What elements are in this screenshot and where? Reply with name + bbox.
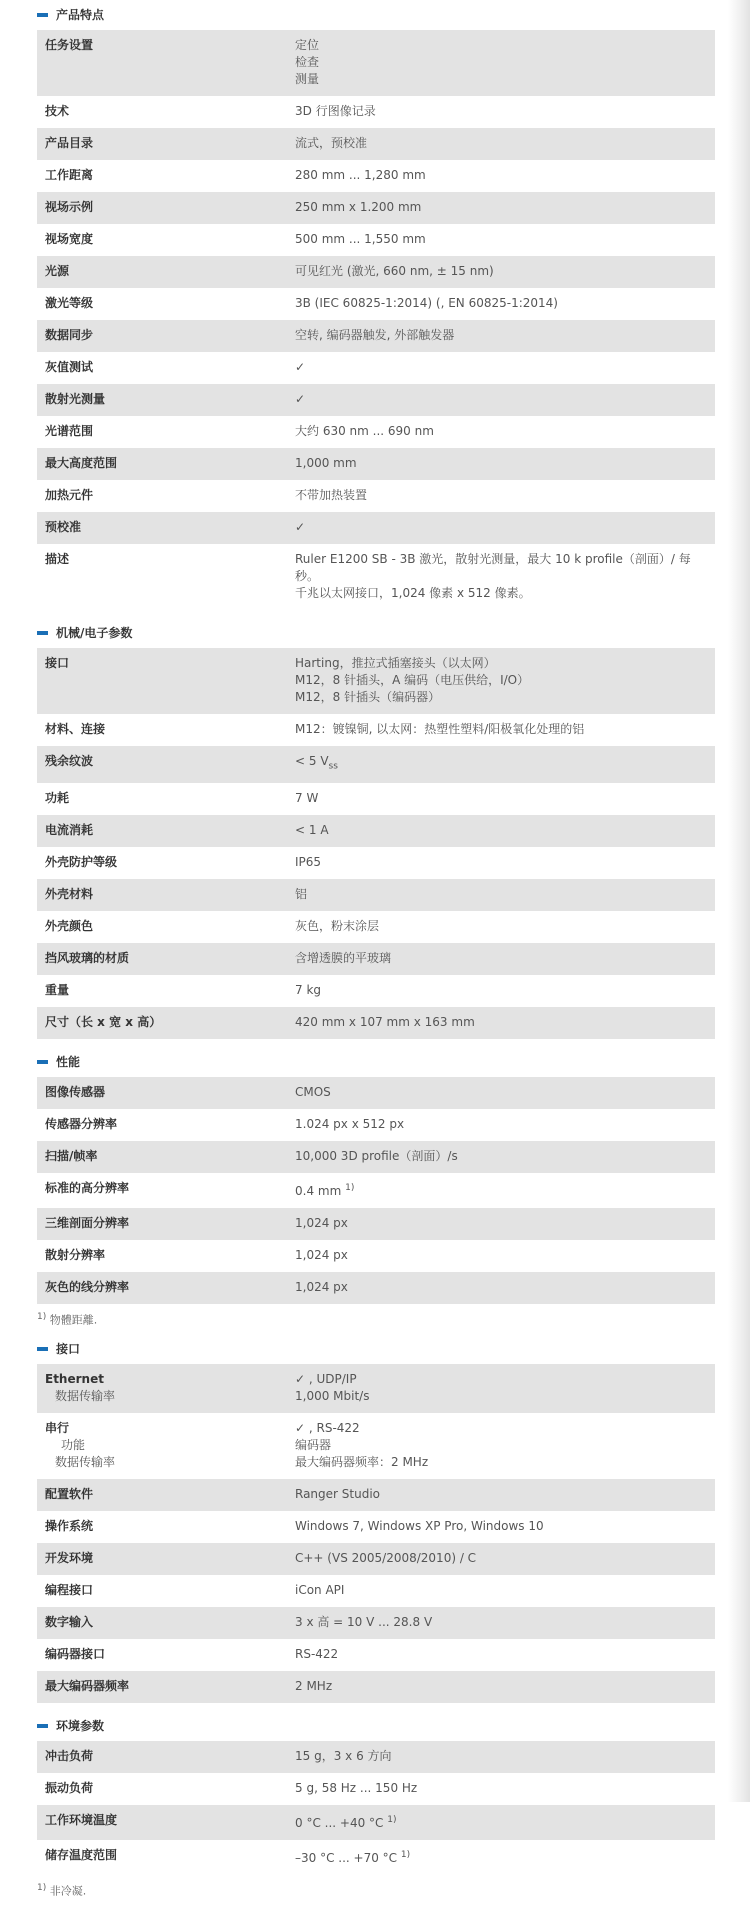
- row-label: 传感器分辨率: [37, 1109, 287, 1141]
- row-label: 散射光测量: [37, 384, 287, 416]
- row-value: [287, 746, 715, 783]
- footnote-marker: 1): [37, 1312, 47, 1323]
- row-label: [37, 1364, 287, 1413]
- value-line: ✓ , RS-422: [295, 1421, 360, 1436]
- row-value: 灰色，粉末涂层: [287, 911, 715, 943]
- table-row: [37, 544, 715, 610]
- table-row: [37, 1543, 715, 1575]
- row-label: 预校准: [37, 512, 287, 544]
- row-value: 7 W: [287, 783, 715, 815]
- table-row: [37, 1364, 715, 1413]
- table-row: [37, 943, 715, 975]
- table-row: [37, 512, 715, 544]
- row-label: 灰色的线分辨率: [37, 1272, 287, 1304]
- row-value: 流式，预校准: [287, 128, 715, 160]
- row-value: Ranger Studio: [287, 1479, 715, 1511]
- table-row: [37, 1109, 715, 1141]
- row-value: C++ (VS 2005/2008/2010) / C: [287, 1543, 715, 1575]
- table-row: [37, 1077, 715, 1109]
- table-row: [37, 224, 715, 256]
- row-value: 500 mm ... 1,550 mm: [287, 224, 715, 256]
- row-label: 编程接口: [37, 1575, 287, 1607]
- value-line: 编码器: [295, 1438, 332, 1453]
- row-label: 材料、连接: [37, 714, 287, 746]
- table-row: [37, 714, 715, 746]
- row-label: 数据同步: [37, 320, 287, 352]
- section-title-text: 接口: [56, 1342, 81, 1357]
- row-value: [287, 1173, 715, 1208]
- table-row: [37, 815, 715, 847]
- value-line: Harting，推拉式插塞接头（以太网）: [295, 656, 496, 670]
- value-text: < 5 V: [295, 754, 329, 768]
- features-table: [37, 30, 715, 610]
- row-label: 储存温度范围: [37, 1840, 287, 1875]
- row-label: 三维剖面分辨率: [37, 1208, 287, 1240]
- row-value: [287, 1840, 715, 1875]
- row-label: [37, 1413, 287, 1479]
- row-value: 5 g, 58 Hz ... 150 Hz: [287, 1773, 715, 1805]
- row-value: M12：镀镍铜, 以太网：热塑性塑料/阳极氧化处理的铝: [287, 714, 715, 746]
- footnote-text: 非冷凝.: [46, 1885, 87, 1899]
- table-row: [37, 847, 715, 879]
- value-line: 检查: [295, 55, 320, 69]
- section-dash-icon: [37, 1724, 48, 1728]
- value-line: 千兆以太网接口，1,024 像素 x 512 像素。: [295, 586, 531, 600]
- row-value: [287, 30, 715, 96]
- row-label: 外壳材料: [37, 879, 287, 911]
- table-row: [37, 1671, 715, 1703]
- value-text: 0 °C ... +40 °C: [295, 1816, 388, 1831]
- row-value: 1,024 px: [287, 1208, 715, 1240]
- table-row: [37, 192, 715, 224]
- row-label: 电流消耗: [37, 815, 287, 847]
- table-row: [37, 1575, 715, 1607]
- table-row: [37, 416, 715, 448]
- row-label: 散射分辨率: [37, 1240, 287, 1272]
- row-label: 图像传感器: [37, 1077, 287, 1109]
- table-row: [37, 1773, 715, 1805]
- section-title-features: [0, 0, 740, 30]
- row-label: 最大编码器频率: [37, 1671, 287, 1703]
- section-title-interfaces: [0, 1334, 740, 1364]
- row-value: 1.024 px x 512 px: [287, 1109, 715, 1141]
- value-subscript: ss: [328, 761, 338, 772]
- table-row: [37, 160, 715, 192]
- footnote-performance: [37, 1304, 740, 1334]
- table-row: [37, 1479, 715, 1511]
- row-label: 残余纹波: [37, 746, 287, 783]
- row-value: 1,024 px: [287, 1272, 715, 1304]
- row-label: 工作距离: [37, 160, 287, 192]
- check-icon: ✓: [287, 384, 715, 416]
- row-value: [287, 648, 715, 714]
- table-row: [37, 320, 715, 352]
- table-row: [37, 1741, 715, 1773]
- table-row: [37, 30, 715, 96]
- row-label: 加热元件: [37, 480, 287, 512]
- row-value: RS-422: [287, 1639, 715, 1671]
- row-label: 任务设置: [37, 30, 287, 96]
- row-label: 重量: [37, 975, 287, 1007]
- row-value: 1,024 px: [287, 1240, 715, 1272]
- ethernet-label: Ethernet: [45, 1372, 104, 1387]
- row-label: 视场示例: [37, 192, 287, 224]
- table-row: [37, 975, 715, 1007]
- row-label: 外壳防护等级: [37, 847, 287, 879]
- row-value: 铝: [287, 879, 715, 911]
- table-row: [37, 96, 715, 128]
- performance-table: [37, 1077, 715, 1304]
- table-row: [37, 783, 715, 815]
- section-title-text: 性能: [56, 1055, 81, 1070]
- row-value: 420 mm x 107 mm x 163 mm: [287, 1007, 715, 1039]
- table-row: [37, 1840, 715, 1875]
- row-value: 空转, 编码器触发, 外部触发器: [287, 320, 715, 352]
- section-title-performance: [0, 1047, 740, 1077]
- table-row: [37, 746, 715, 783]
- row-label: 开发环境: [37, 1543, 287, 1575]
- serial-sub-label: 功能: [61, 1438, 86, 1453]
- row-value: CMOS: [287, 1077, 715, 1109]
- row-value: 3D 行图像记录: [287, 96, 715, 128]
- row-value: 7 kg: [287, 975, 715, 1007]
- row-value: IP65: [287, 847, 715, 879]
- row-label: 编码器接口: [37, 1639, 287, 1671]
- row-label: 数字输入: [37, 1607, 287, 1639]
- section-dash-icon: [37, 1347, 48, 1351]
- section-title-text: 环境参数: [56, 1719, 105, 1734]
- section-title-text: 机械/电子参数: [56, 626, 133, 640]
- value-line: 测量: [295, 72, 320, 86]
- row-label: 描述: [37, 544, 287, 610]
- table-row: [37, 1413, 715, 1479]
- value-line: Ruler E1200 SB - 3B 激光，散射光测量，最大 10 k profile（剖面）/ 每秒。: [295, 552, 691, 583]
- table-row: [37, 1141, 715, 1173]
- section-dash-icon: [37, 631, 48, 635]
- row-value: iCon API: [287, 1575, 715, 1607]
- row-value: [287, 1805, 715, 1840]
- row-value: 250 mm x 1.200 mm: [287, 192, 715, 224]
- serial-sub-label: 数据传输率: [55, 1455, 116, 1470]
- table-row: [37, 256, 715, 288]
- section-title-text: 产品特点: [56, 8, 105, 22]
- table-row: [37, 384, 715, 416]
- section-dash-icon: [37, 13, 48, 17]
- footnote-marker: 1): [400, 1850, 411, 1861]
- row-label: 技术: [37, 96, 287, 128]
- table-row: [37, 1208, 715, 1240]
- row-label: 挡风玻璃的材质: [37, 943, 287, 975]
- mechanics-table: [37, 648, 715, 1039]
- row-value: Windows 7, Windows XP Pro, Windows 10: [287, 1511, 715, 1543]
- row-label: 最大高度范围: [37, 448, 287, 480]
- row-label: 接口: [37, 648, 287, 714]
- table-row: [37, 352, 715, 384]
- row-value: 3B (IEC 60825-1:2014) (, EN 60825-1:2014): [287, 288, 715, 320]
- row-value: 3 x 高 = 10 V ... 28.8 V: [287, 1607, 715, 1639]
- table-row: [37, 1511, 715, 1543]
- table-row: [37, 480, 715, 512]
- row-label: 尺寸（长 x 宽 x 高）: [37, 1007, 287, 1039]
- footnote-marker: 1): [37, 1883, 47, 1894]
- section-dash-icon: [37, 1060, 48, 1064]
- row-value: 2 MHz: [287, 1671, 715, 1703]
- row-label: 配置软件: [37, 1479, 287, 1511]
- row-value: 15 g，3 x 6 方向: [287, 1741, 715, 1773]
- row-label: 扫描/帧率: [37, 1141, 287, 1173]
- table-row: [37, 1639, 715, 1671]
- row-label: 产品目录: [37, 128, 287, 160]
- row-value: 10,000 3D profile（剖面）/s: [287, 1141, 715, 1173]
- serial-label: 串行: [45, 1421, 70, 1436]
- table-row: [37, 1173, 715, 1208]
- row-value: 含增透膜的平玻璃: [287, 943, 715, 975]
- table-row: [37, 448, 715, 480]
- value-line: 最大编码器频率：2 MHz: [295, 1455, 429, 1470]
- row-label: 工作环境温度: [37, 1805, 287, 1840]
- row-value: [287, 1413, 715, 1479]
- row-value: 可见红光 (激光, 660 nm, ± 15 nm): [287, 256, 715, 288]
- check-icon: ✓: [287, 352, 715, 384]
- row-value: 280 mm ... 1,280 mm: [287, 160, 715, 192]
- section-title-mechanics: [0, 618, 740, 648]
- table-row: [37, 1007, 715, 1039]
- row-value: 1,000 mm: [287, 448, 715, 480]
- section-title-environment: [0, 1711, 740, 1741]
- row-value: 不带加热装置: [287, 480, 715, 512]
- interfaces-table: [37, 1364, 715, 1703]
- row-label: 视场宽度: [37, 224, 287, 256]
- row-label: 操作系统: [37, 1511, 287, 1543]
- row-label: 灰值测试: [37, 352, 287, 384]
- footnote-environment: [37, 1875, 740, 1905]
- table-row: [37, 879, 715, 911]
- row-label: 激光等级: [37, 288, 287, 320]
- table-row: [37, 1805, 715, 1840]
- footnote-marker: 1): [387, 1815, 397, 1826]
- check-icon: ✓: [287, 512, 715, 544]
- row-value: < 1 A: [287, 815, 715, 847]
- row-label: 振动负荷: [37, 1773, 287, 1805]
- footnote-text: 物體距離.: [46, 1314, 98, 1328]
- table-row: [37, 1607, 715, 1639]
- value-line: M12，8 针插头（编码器）: [295, 690, 441, 704]
- row-value: 大约 630 nm ... 690 nm: [287, 416, 715, 448]
- value-text: –30 °C ... +70 °C: [295, 1851, 401, 1866]
- row-value: [287, 544, 715, 610]
- row-label: 外壳颜色: [37, 911, 287, 943]
- row-label: 冲击负荷: [37, 1741, 287, 1773]
- row-value: [287, 1364, 715, 1413]
- row-label: 功耗: [37, 783, 287, 815]
- table-row: [37, 1272, 715, 1304]
- table-row: [37, 648, 715, 714]
- ethernet-sub-label: 数据传输率: [55, 1389, 116, 1404]
- value-line: ✓ , UDP/IP: [295, 1372, 357, 1387]
- value-line: 1,000 Mbit/s: [295, 1389, 370, 1404]
- environment-table: [37, 1741, 715, 1875]
- value-line: 定位: [295, 38, 320, 52]
- row-label: 标准的高分辨率: [37, 1173, 287, 1208]
- table-row: [37, 128, 715, 160]
- table-row: [37, 1240, 715, 1272]
- footnote-marker: 1): [345, 1183, 355, 1194]
- row-label: 光谱范围: [37, 416, 287, 448]
- table-row: [37, 911, 715, 943]
- value-text: 0.4 mm: [295, 1184, 346, 1199]
- value-line: M12，8 针插头，A 编码（电压供给，I/O）: [295, 673, 530, 687]
- row-label: 光源: [37, 256, 287, 288]
- table-row: [37, 288, 715, 320]
